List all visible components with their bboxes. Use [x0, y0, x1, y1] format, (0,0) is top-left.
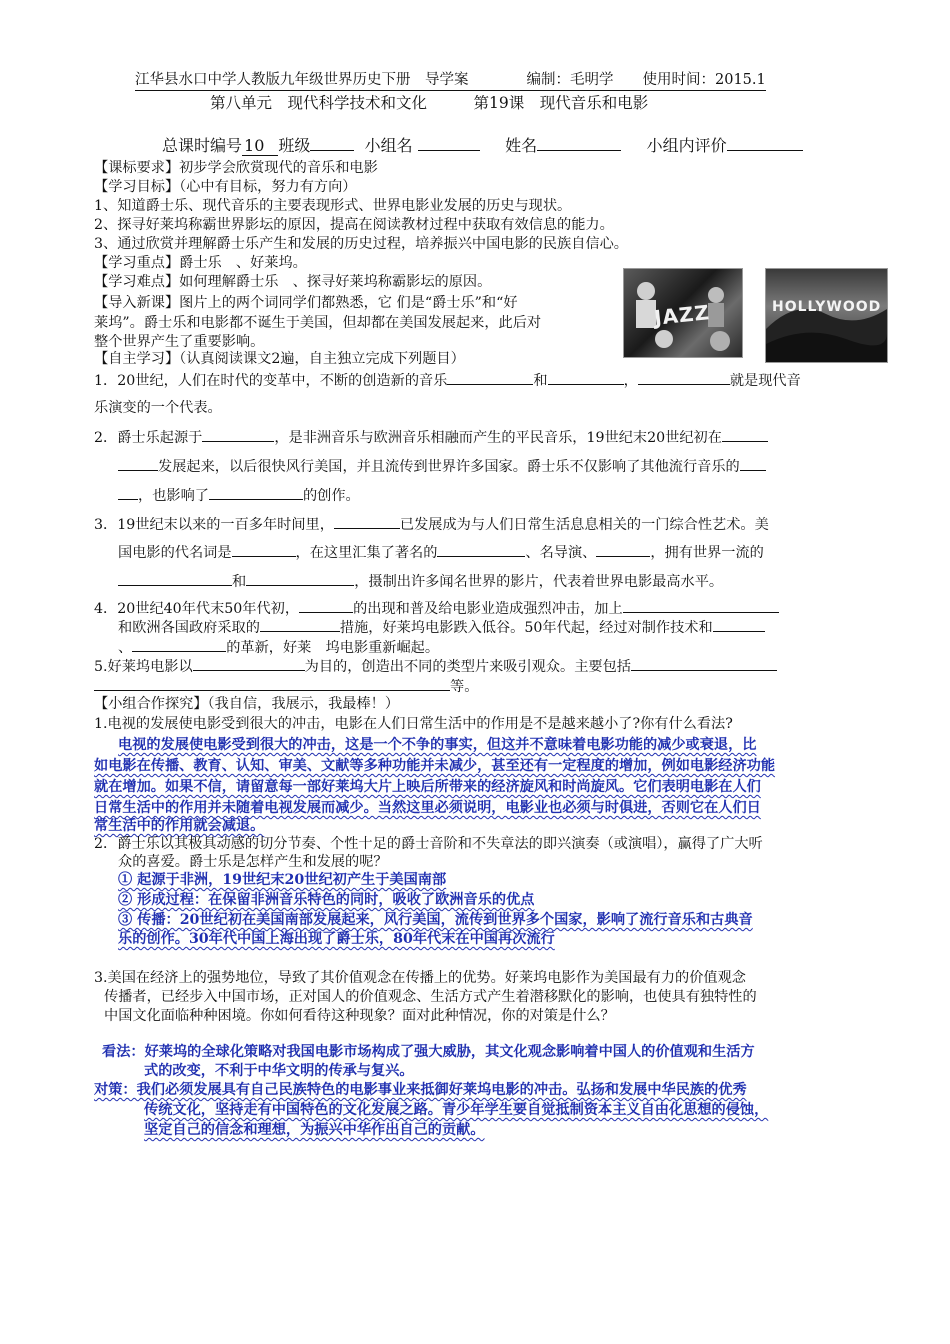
eval-label: 小组内评价 — [646, 136, 727, 155]
g1-answer-5: 常生活中的作用就会减退。 — [94, 818, 265, 834]
difficulty: 【学习难点】如何理解爵士乐 、探寻好莱坞称霸影坛的原因。 — [94, 274, 492, 290]
q1-blank-1[interactable] — [447, 369, 533, 385]
name-label: 姓名 — [505, 136, 538, 155]
q2-blank-3b[interactable] — [118, 484, 138, 500]
q5-blank-3[interactable] — [94, 675, 450, 691]
class-blank[interactable] — [310, 135, 354, 151]
counter-line-2: 传统文化，坚持走有中国特色的文化发展之路。青少年学生要自觉抵制资本主义自由化思想的侵蚀， — [144, 1102, 769, 1118]
q1-line-1: 1．20世纪，人们在时代的变革中，不断的创造新的音乐 和 ， 就是现代音 — [94, 369, 801, 391]
doc-header: 江华县水口中学人教版九年级世界历史下册 导学案 编制：毛明学 使用时间：2015.1 — [135, 70, 766, 91]
q4-blank-4[interactable] — [713, 616, 765, 632]
g2-question-1: 2．爵士乐以其极具动感的切分节奏、个性十足的爵士音阶和不失章法的即兴演奏（或演唱），赢得了广大听 — [94, 836, 763, 852]
hill-icon — [766, 269, 887, 362]
q2-blank-1[interactable] — [202, 426, 274, 442]
q3-blank-3[interactable] — [437, 541, 525, 557]
counter-line-3: 坚定自己的信念和理想，为振兴中华作出自己的贡献。 — [144, 1122, 485, 1138]
q4-line-3: 、 的革新，好莱 坞电影重新崛起。 — [118, 636, 439, 658]
g2-answer-1: ① 起源于非洲，19世纪末20世纪初产生于美国南部 — [118, 872, 447, 888]
q4-blank-3[interactable] — [260, 616, 340, 632]
q4-line-2: 和欧洲各国政府采取的 措施，好莱坞电影跌入低谷。50年代起，经过对制作技术和 — [118, 616, 765, 638]
q3-line-3: 和 ，摄制出许多闻名世界的影片，代表着世界电影最高水平。 — [118, 570, 723, 592]
q4-line-1: 4．20世纪40年代末50年代初， 的出现和普及给电影业造成强烈冲击，加上 — [94, 597, 779, 619]
g2-answer-2: ② 形成过程：在保留非洲音乐特色的同时，吸收了欧洲音乐的优点 — [118, 892, 535, 908]
g3-question-3: 中国文化面临种种困境。你如何看待这种现象？面对此种情况，你的对策是什么？ — [104, 1008, 615, 1024]
meta-row — [162, 135, 803, 156]
g2-answer-4: 乐的创作。30年代中国上海出现了爵士乐，80年代末在中国再次流行 — [118, 931, 555, 947]
q3-line-2: 国电影的代名词是 ，在这里汇集了著名的 、名导演、 ，拥有世界一流的 — [118, 541, 764, 563]
q2-line-1: 2．爵士乐起源于 ，是非洲音乐与欧洲音乐相融而产生的平民音乐，19世纪末20世纪初在 — [94, 426, 768, 448]
q3-blank-4[interactable] — [596, 541, 650, 557]
q5-blank-1[interactable] — [193, 655, 305, 671]
unit-lesson-title: 第八单元 现代科学技术和文化 第19课 现代音乐和电影 — [210, 94, 649, 112]
group-blank[interactable] — [418, 135, 480, 151]
intro-line-3: 整个世界产生了重要影响。 — [94, 334, 265, 350]
objective-3: 3、通过欣赏并理解爵士乐产生和发展的历史过程，培养振兴中国电影的民族自信心。 — [94, 236, 628, 252]
objective-1: 1、知道爵士乐、现代音乐的主要表现形式、世界电影业发展的历史与现状。 — [94, 198, 572, 214]
g2-answer-3: ③ 传播：20世纪初在美国南部发展起来，风行美国，流传到世界多个国家，影响了流行音乐和古典音 — [118, 912, 753, 928]
q3-blank-2[interactable] — [232, 541, 296, 557]
g1-answer-4: 日常生活中的作用并未随着电视发展而减少。当然这里必须说明，电影业也必须与时俱进，否则它在人们日 — [94, 800, 761, 816]
self-study-title: 【自主学习】（认真阅读课文2遍，自主独立完成下列题目） — [94, 351, 465, 367]
q3-blank-6[interactable] — [246, 570, 354, 586]
key-points: 【学习重点】爵士乐 、好莱坞。 — [94, 255, 307, 271]
q2-blank-2b[interactable] — [118, 455, 158, 471]
jazz-photo — [623, 268, 743, 358]
lesson-no-label: 总课时编号 — [162, 136, 243, 155]
jazz-label: JAZZ — [652, 300, 712, 330]
g3-question-1: 3.美国在经济上的强势地位，导致了其价值观念在传播上的优势。好莱坞电影作为美国最有力的价值观念 — [94, 970, 746, 986]
q2-blank-3a[interactable] — [740, 455, 766, 471]
view-line-2: 式的改变，不利于中华文明的传承与复兴。 — [144, 1063, 414, 1079]
lesson-no: 10 — [242, 136, 278, 156]
q4-blank-1[interactable] — [299, 597, 353, 613]
q4-blank-2[interactable] — [623, 597, 779, 613]
g1-answer-3: 就在增加。如果不信，请留意每一部好莱坞大片上映后所带来的经济旋风和时尚旋风。它们表明电影在人们 — [94, 779, 761, 795]
g1-answer-2: 如电影在传播、教育、认知、审美、文献等多种功能并未减少，甚至还有一定程度的增加，例如电影经济功能 — [94, 758, 776, 774]
q4-blank-5[interactable] — [132, 636, 226, 652]
group-title: 【小组合作探究】（我自信，我展示，我最棒！） — [94, 696, 400, 712]
q2-blank-4[interactable] — [209, 484, 303, 500]
hollywood-photo — [765, 268, 888, 363]
q1-line-2: 乐演变的一个代表。 — [94, 400, 222, 416]
q2-line-3: ，也影响了 的创作。 — [118, 484, 360, 506]
class-label: 班级 — [278, 136, 311, 155]
q2-line-2: 发展起来，以后很快风行美国，并且流传到世界许多国家。爵士乐不仅影响了其他流行音乐的 — [118, 455, 766, 477]
q3-blank-5[interactable] — [118, 570, 232, 586]
g3-question-2: 传播者，已经步入中国市场，正对国人的价值观念、生活方式产生着潜移默化的影响，也使具有独特性的 — [104, 989, 757, 1005]
q5-line-1: 5.好莱坞电影以 为目的，创造出不同的类型片来吸引观众。主要包括 — [94, 655, 777, 677]
intro-line-1: 【导入新课】图片上的两个词同学们都熟悉，它 们是“爵士乐”和“好 — [94, 295, 518, 311]
hollywood-label: HOLLYWOOD — [772, 299, 882, 315]
q5-line-2: 等。 — [94, 675, 478, 697]
q5-blank-2[interactable] — [631, 655, 777, 671]
q3-blank-1[interactable] — [334, 513, 400, 529]
q2-blank-2a[interactable] — [722, 426, 768, 442]
objectives-title: 【学习目标】（心中有目标，努力有方向） — [94, 179, 357, 195]
q1-blank-3[interactable] — [638, 369, 730, 385]
objective-2: 2、探寻好莱坞称霸世界影坛的原因，提高在阅读教材过程中获取有效信息的能力。 — [94, 217, 614, 233]
eval-blank[interactable] — [727, 135, 803, 151]
counter-line-1: 对策：我们必须发展具有自己民族特色的电影事业来抵御好莱坞电影的冲击。弘扬和发展中华民族的优秀 — [94, 1082, 747, 1098]
g2-question-2: 众的喜爱。爵士乐是怎样产生和发展的呢？ — [118, 854, 388, 870]
intro-line-2: 莱坞”。爵士乐和电影都不诞生于美国，但却都在美国发展起来，此后对 — [94, 315, 542, 331]
curriculum-req: 【课标要求】初步学会欣赏现代的音乐和电影 — [94, 160, 378, 176]
q1-blank-2[interactable] — [548, 369, 624, 385]
view-line-1: 看法：好莱坞的全球化策略对我国电影市场构成了强大威胁，其文化观念影响着中国人的价值观和生活方 — [102, 1044, 755, 1060]
group-label: 小组名 — [364, 136, 413, 155]
q3-line-1: 3．19世纪末以来的一百多年时间里， 已发展成为与人们日常生活息息相关的一门综合性艺术。美 — [94, 513, 769, 535]
name-blank[interactable] — [537, 135, 621, 151]
g1-answer-1: 电视的发展使电影受到很大的冲击，这是一个不争的事实，但这并不意味着电影功能的减少或衰退，比 — [118, 737, 757, 753]
g1-question: 1.电视的发展使电影受到很大的冲击，电影在人们日常生活中的作用是不是越来越小了?你有什么看法? — [94, 716, 733, 732]
